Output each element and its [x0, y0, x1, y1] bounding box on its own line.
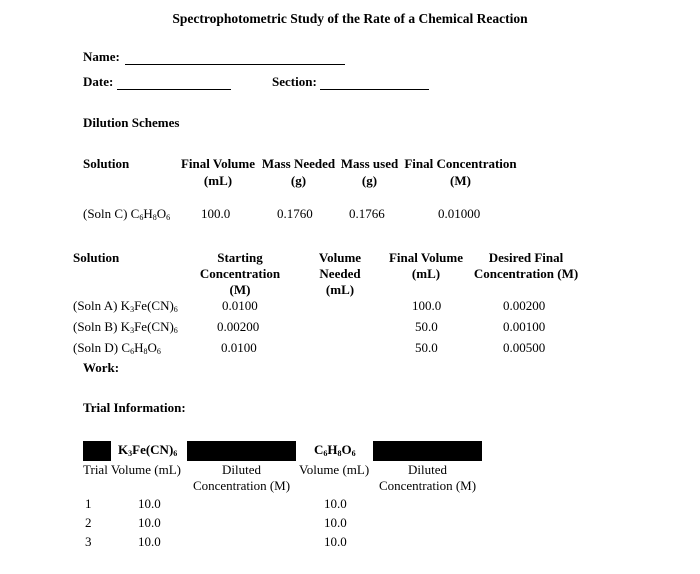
redaction-bar [83, 441, 111, 461]
t1-header-mass-needed: Mass Needed [261, 156, 336, 171]
t1-header-mass-used: Mass used [340, 156, 399, 171]
t2-header-volume-line2: Needed [319, 266, 361, 281]
trial-row-2-k-volume: 10.0 [138, 515, 161, 530]
t2-row-d-solution: (Soln D) $C_6H_8O_6$ [73, 340, 161, 356]
t2-header-final-volume-unit: (mL) [411, 266, 441, 281]
t1-row-mass-needed: 0.1760 [277, 206, 313, 221]
t2-header-volume-line1: Volume [318, 250, 362, 265]
t2-header-desired-line2: Concentration (M) [473, 266, 579, 281]
trial-c-formula: $C_6H_8O_6$ [314, 442, 356, 458]
t1-header-final-volume: Final Volume [180, 156, 256, 171]
t2-header-volume-line3: (mL) [325, 282, 355, 297]
section-label: Section: [272, 74, 317, 89]
t2-header-desired-line1: Desired Final [488, 250, 564, 265]
date-blank-line[interactable] [117, 89, 231, 90]
trial-row-1-number: 1 [85, 496, 92, 511]
t1-row-final-volume: 100.0 [201, 206, 231, 221]
name-label: Name: [83, 49, 120, 64]
trial-header-diluted-c-line1: Diluted [408, 462, 447, 477]
trial-header-diluted-k-line1: Diluted [222, 462, 261, 477]
t2-header-starting-line3: (M) [229, 282, 251, 297]
t1-header-final-concentration: Final Concentration [404, 156, 517, 171]
t2-header-starting-line1: Starting [217, 250, 263, 265]
t1-header-final-volume-unit: (mL) [203, 173, 233, 188]
t2-row-b-starting: 0.00200 [217, 319, 260, 334]
t1-row-mass-used: 0.1766 [349, 206, 385, 221]
t2-row-b-desired: 0.00100 [503, 319, 546, 334]
t2-row-a-solution: (Soln A) $K_3Fe(CN)_6$ [73, 298, 178, 314]
t1-header-final-concentration-unit: (M) [450, 173, 471, 188]
t1-row-solution: (Soln C) $C_6H_8O_6$ [83, 206, 171, 222]
trial-row-1-k-volume: 10.0 [138, 496, 161, 511]
t2-header-solution: Solution [73, 250, 120, 265]
page-title: Spectrophotometric Study of the Rate of a Chemical Reaction [172, 11, 528, 26]
date-label: Date: [83, 74, 114, 89]
work-label: Work: [83, 360, 120, 375]
trial-row-1-c-volume: 10.0 [324, 496, 347, 511]
t1-header-solution: Solution [83, 156, 130, 171]
redaction-bar [187, 441, 296, 461]
t2-row-a-desired: 0.00200 [503, 298, 546, 313]
t1-header-mass-used-unit: (g) [361, 173, 378, 188]
t2-row-d-starting: 0.0100 [221, 340, 257, 355]
redaction-bar [373, 441, 482, 461]
trial-information-heading: Trial Information: [83, 400, 186, 415]
trial-header-trial-volume: Trial Volume (mL) [83, 462, 181, 477]
trial-row-2-c-volume: 10.0 [324, 515, 347, 530]
trial-row-3-k-volume: 10.0 [138, 534, 161, 549]
t2-row-d-desired: 0.00500 [503, 340, 546, 355]
t2-row-a-final-volume: 100.0 [412, 298, 442, 313]
trial-row-3-number: 3 [85, 534, 92, 549]
t1-row-final-concentration: 0.01000 [438, 206, 481, 221]
trial-header-volume-c: Volume (mL) [299, 462, 370, 477]
name-blank-line[interactable] [125, 64, 345, 65]
trial-row-3-c-volume: 10.0 [324, 534, 347, 549]
t2-header-starting-line2: Concentration [199, 266, 281, 281]
trial-header-diluted-k-line2: Concentration (M) [192, 478, 291, 493]
t2-row-b-final-volume: 50.0 [415, 319, 438, 334]
t2-row-a-starting: 0.0100 [222, 298, 258, 313]
dilution-schemes-heading: Dilution Schemes [83, 115, 180, 130]
section-blank-line[interactable] [320, 89, 429, 90]
t2-row-d-final-volume: 50.0 [415, 340, 438, 355]
t1-header-mass-needed-unit: (g) [290, 173, 307, 188]
trial-header-diluted-c-line2: Concentration (M) [378, 478, 477, 493]
t2-row-b-solution: (Soln B) $K_3Fe(CN)_6$ [73, 319, 178, 335]
trial-row-2-number: 2 [85, 515, 92, 530]
t2-header-final-volume: Final Volume [388, 250, 464, 265]
trial-k-formula: $K_3Fe(CN)_6$ [118, 442, 178, 458]
